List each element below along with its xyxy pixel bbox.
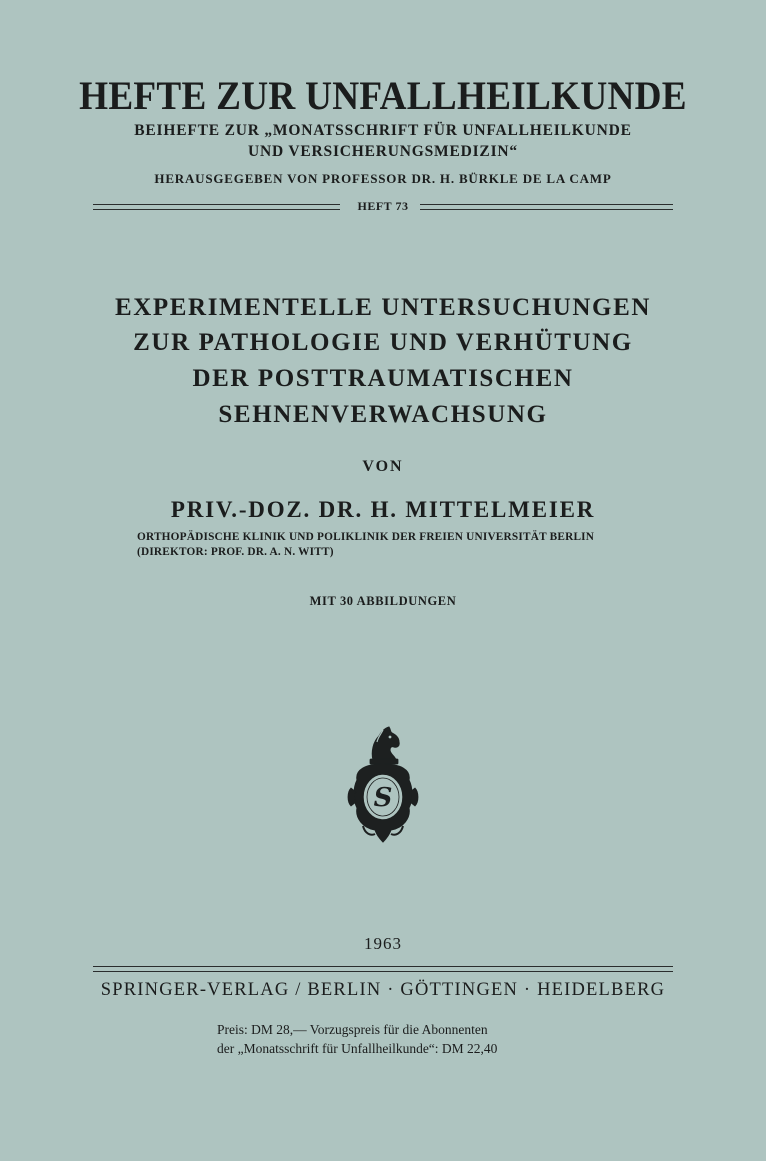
svg-text:S: S	[373, 783, 393, 813]
publication-year: 1963	[364, 934, 402, 953]
author-name: PRIV.-DOZ. DR. H. MITTELMEIER	[170, 497, 596, 522]
issue-number: HEFT 73	[357, 199, 409, 213]
book-title-line-3: DER POSTTRAUMATISCHEN	[192, 365, 574, 392]
series-subtitle-line-1: BEIHEFTE ZUR „MONATSSCHRIFT FÜR UNFALLHEILKUNDE	[134, 122, 632, 139]
affiliation-line-1: ORTHOPÄDISCHE KLINIK UND POLIKLINIK DER FREIEN UNIVERSITÄT BERLIN	[137, 531, 595, 543]
book-title-line-4: SEHNENVERWACHSUNG	[218, 401, 548, 428]
imprint-rule	[93, 966, 673, 972]
series-editor: HERAUSGEGEBEN VON PROFESSOR DR. H. BÜRKLE DE LA CAMP	[154, 171, 612, 186]
by-label: VON	[362, 458, 404, 475]
price-line-1: Preis: DM 28,— Vorzugspreis für die Abonnenten	[217, 1022, 488, 1037]
illustrations-note: MIT 30 ABBILDUNGEN	[309, 594, 457, 608]
series-subtitle-line-2: UND VERSICHERUNGSMEDIZIN“	[248, 143, 518, 160]
issue-row	[93, 199, 673, 215]
springer-knight-logo-icon	[343, 722, 423, 852]
book-title-line-2: ZUR PATHOLOGIE UND VERHÜTUNG	[133, 329, 633, 356]
issue-rule-right	[420, 204, 673, 210]
issue-rule-left	[93, 204, 340, 210]
series-title: HEFTE ZUR UNFALLHEILKUNDE	[79, 73, 687, 118]
book-title-line-1: EXPERIMENTELLE UNTERSUCHUNGEN	[114, 294, 652, 321]
price-line-2: der „Monatsschrift für Unfallheilkunde“: DM 22,40	[217, 1041, 498, 1056]
affiliation-line-2: (DIREKTOR: PROF. DR. A. N. WITT)	[137, 546, 334, 558]
publisher-line: SPRINGER-VERLAG / BERLIN · GÖTTINGEN · HEIDELBERG	[100, 980, 666, 1000]
